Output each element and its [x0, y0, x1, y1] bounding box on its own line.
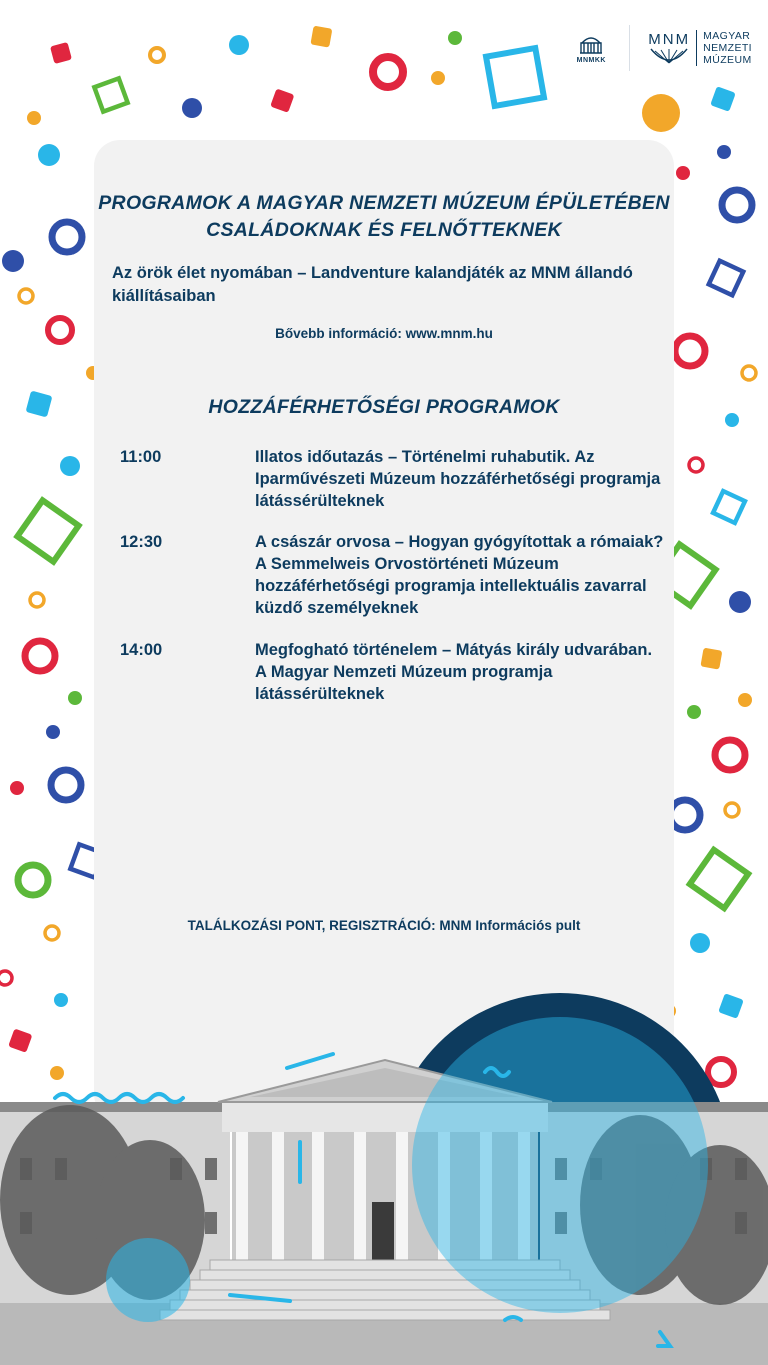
building-icon — [578, 33, 604, 55]
accessibility-section-title: HOZZÁFÉRHETŐSÉGI PROGRAMOK — [208, 396, 560, 418]
program-time: 12:30 — [120, 533, 163, 551]
logo-divider — [629, 25, 630, 71]
lead-program: Az örök élet nyomában – Landventure kalandjáték az MNM állandó kiállításaiban — [112, 264, 633, 305]
mnm-logo-name — [696, 30, 752, 66]
mnmkk-logo — [571, 33, 611, 64]
title-line-2: CSALÁDOKNAK ÉS FELNŐTTEKNEK — [206, 219, 562, 241]
mnm-logo-name-line: MAGYAR — [703, 30, 751, 42]
program-description: A császár orvosa – Hogyan gyógyítottak a rómaiak? A Semmelweis Orvostörténeti Múzeum hozzáférhetőségi programja intellektuális zavarral küzdő személyeknek — [255, 533, 664, 617]
info-link[interactable]: Bővebb információ: www.mnm.hu — [275, 326, 493, 341]
museum-building-image — [0, 990, 768, 1365]
fan-emblem-icon — [649, 47, 689, 65]
mnmkk-logo-text: MNMKK — [576, 56, 606, 64]
program-time: 11:00 — [120, 448, 162, 466]
program-time: 14:00 — [120, 641, 163, 659]
program-description: Megfogható történelem – Mátyás király udvarában. A Magyar Nemzeti Múzeum programja látássérülteknek — [255, 641, 653, 703]
page-title — [94, 190, 674, 244]
title-line-1: PROGRAMOK A MAGYAR NEMZETI MÚZEUM ÉPÜLETÉBEN — [98, 192, 670, 214]
mnm-mark — [648, 32, 690, 65]
mnm-logo — [648, 30, 752, 66]
meeting-point: TALÁLKOZÁSI PONT, REGISZTRÁCIÓ: MNM Információs pult — [187, 918, 581, 933]
logo-bar — [571, 26, 752, 70]
mnm-letters: MNM — [648, 30, 691, 48]
mnm-logo-name-line: NEMZETI — [703, 42, 752, 54]
program-card — [94, 140, 674, 1120]
mnm-logo-name-line: MÚZEUM — [703, 54, 752, 66]
program-description: Illatos időutazás – Történelmi ruhabutik. Az Iparművészeti Múzeum hozzáférhetőségi programja látássérülteknek — [255, 448, 661, 510]
